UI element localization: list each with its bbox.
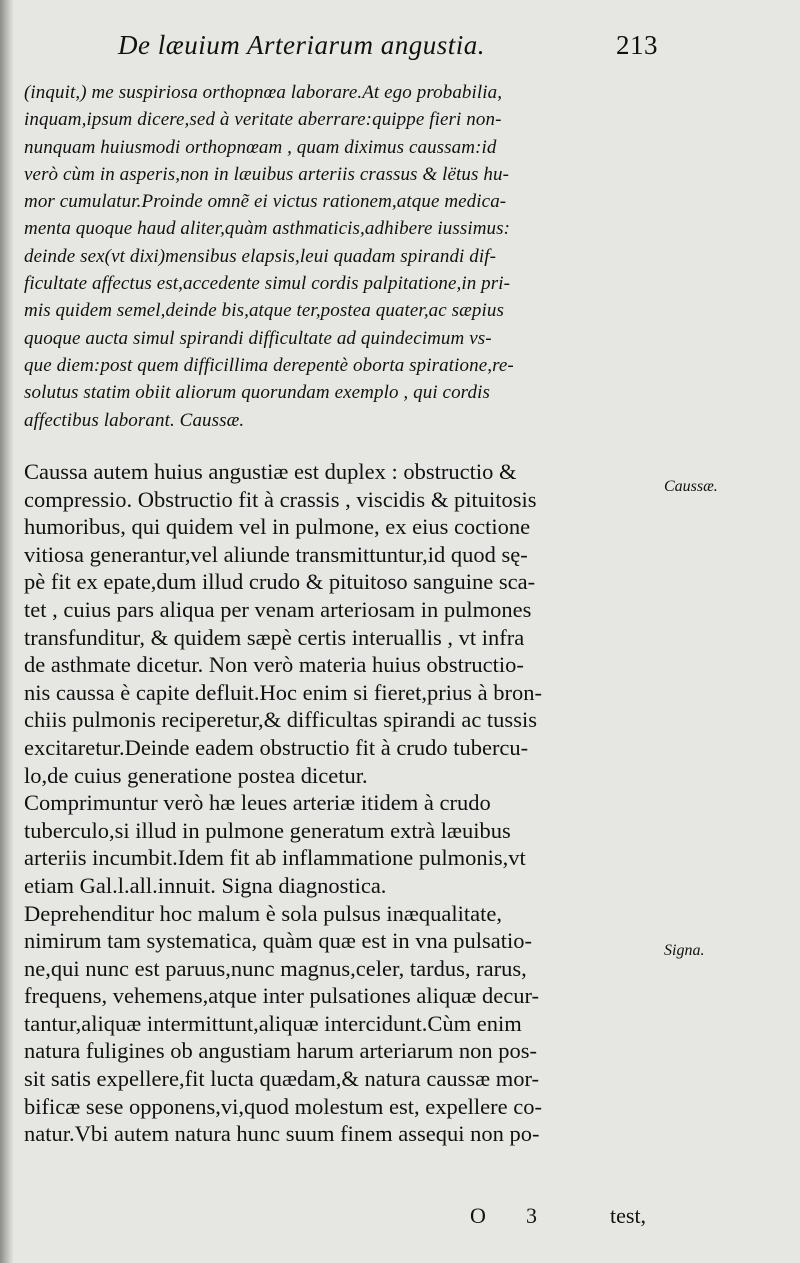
text-line: pè fit ex epate,dum illud crudo & pituitoso sanguine sca-	[24, 569, 536, 595]
text-line: tuberculo,si illud in pulmone generatum extrà læuibus	[24, 817, 511, 843]
text-line: excitaretur.Deinde eadem obstructio fit à crudo tubercu-	[24, 734, 529, 760]
text-line: ne,qui nunc est paruus,nunc magnus,celer, tardus, rarus,	[24, 955, 527, 981]
margin-note-signa: Signa.	[664, 942, 705, 959]
roman-body-text	[24, 458, 658, 1148]
text-line: lo,de cuius generatione postea dicetur.	[24, 762, 368, 788]
text-line: humoribus, qui quidem vel in pulmone, ex eius coctione	[24, 514, 531, 540]
text-line: tet , cuius pars aliqua per venam arteriosam in pulmones	[24, 596, 532, 622]
text-line: frequens, vehemens,atque inter pulsationes aliquæ decur-	[24, 983, 540, 1009]
catchword: test,	[610, 1203, 647, 1228]
text-line: mor cumulatur.Proinde omnẽ ei victus rationem,atque medica-	[24, 191, 507, 213]
page-number: 213	[616, 30, 658, 60]
text-line: inquam,ipsum dicere,sed à veritate aberrare:quippe fieri non-	[24, 109, 502, 131]
margin-note-caussae: Caussæ.	[664, 478, 718, 495]
text-line: vitiosa generantur,vel aliunde transmittuntur,id quod sę-	[24, 541, 528, 567]
text-line: compressio. Obstructio fit à crassis , viscidis & pituitosis	[24, 486, 537, 512]
signature-number: 3	[526, 1203, 537, 1228]
text-line: que diem:post quem difficillima derepentè oborta spiratione,re-	[24, 354, 514, 376]
text-line: Caussa autem huius angustiæ est duplex : obstructio &	[24, 459, 517, 484]
text-line: de asthmate dicetur. Non verò materia huius obstructio-	[24, 652, 524, 678]
text-line: etiam Gal.l.all.innuit. Signa diagnostica.	[24, 872, 387, 898]
text-line: mis quidem semel,deinde bis,atque ter,postea quater,ac sæpius	[24, 300, 504, 322]
page-gutter-shadow	[0, 0, 14, 1263]
text-line: deinde sex(vt dixi)mensibus elapsis,leui quadam spirandi dif-	[24, 245, 497, 267]
text-line: solutus statim obiit aliorum quorundam exemplo , qui cordis	[24, 382, 490, 404]
italic-paragraph	[24, 79, 658, 434]
text-line: ficultate affectus est,accedente simul cordis palpitatione,in pri-	[24, 273, 511, 295]
text-line: Comprimuntur verò hæ leues arteriæ itidem à crudo	[24, 790, 491, 816]
text-line: bificæ sese opponens,vi,quod molestum est, expellere co-	[24, 1093, 543, 1119]
text-line: tantur,aliquæ intermittunt,aliquæ intercidunt.Cùm enim	[24, 1010, 522, 1036]
text-line: sit satis expellere,fit lucta quædam,& natura caussæ mor-	[24, 1066, 540, 1092]
running-header	[118, 30, 658, 61]
text-line: natur.Vbi autem natura hunc suum finem assequi non po-	[24, 1121, 540, 1147]
text-line: Deprehenditur hoc malum è sola pulsus inæqualitate,	[24, 900, 503, 926]
text-line: nunquam huiusmodi orthopnœam , quam diximus caussam:id	[24, 136, 497, 158]
text-line: (inquit,) me suspiriosa orthopnœa laborare.At ego probabilia,	[24, 82, 503, 103]
text-line: menta quoque haud aliter,quàm asthmaticis,adhibere iussimus:	[24, 218, 511, 240]
text-line: verò cùm in asperis,non in læuibus arteriis crassus & lëtus hu-	[24, 163, 509, 185]
text-line: nis caussa è capite defluit.Hoc enim si fieret,prius à bron-	[24, 679, 542, 705]
text-line: transfunditur, & quidem sæpè certis interuallis , vt infra	[24, 624, 525, 650]
text-line: chiis pulmonis reciperetur,& difficultas spirandi ac tussis	[24, 707, 537, 733]
text-line: quoque aucta simul spirandi difficultate ad quindecimum vs-	[24, 327, 492, 349]
text-line: natura fuligines ob angustiam harum arteriarum non pos-	[24, 1038, 537, 1064]
text-line: affectibus laborant. Caussæ.	[24, 409, 245, 431]
running-title: De læuium Arteriarum angustia.	[118, 30, 486, 60]
signature-mark: O	[470, 1203, 486, 1228]
text-line: arteriis incumbit.Idem fit ab inflammatione pulmonis,vt	[24, 845, 526, 871]
text-line: nimirum tam systematica, quàm quæ est in vna pulsatio-	[24, 928, 533, 954]
